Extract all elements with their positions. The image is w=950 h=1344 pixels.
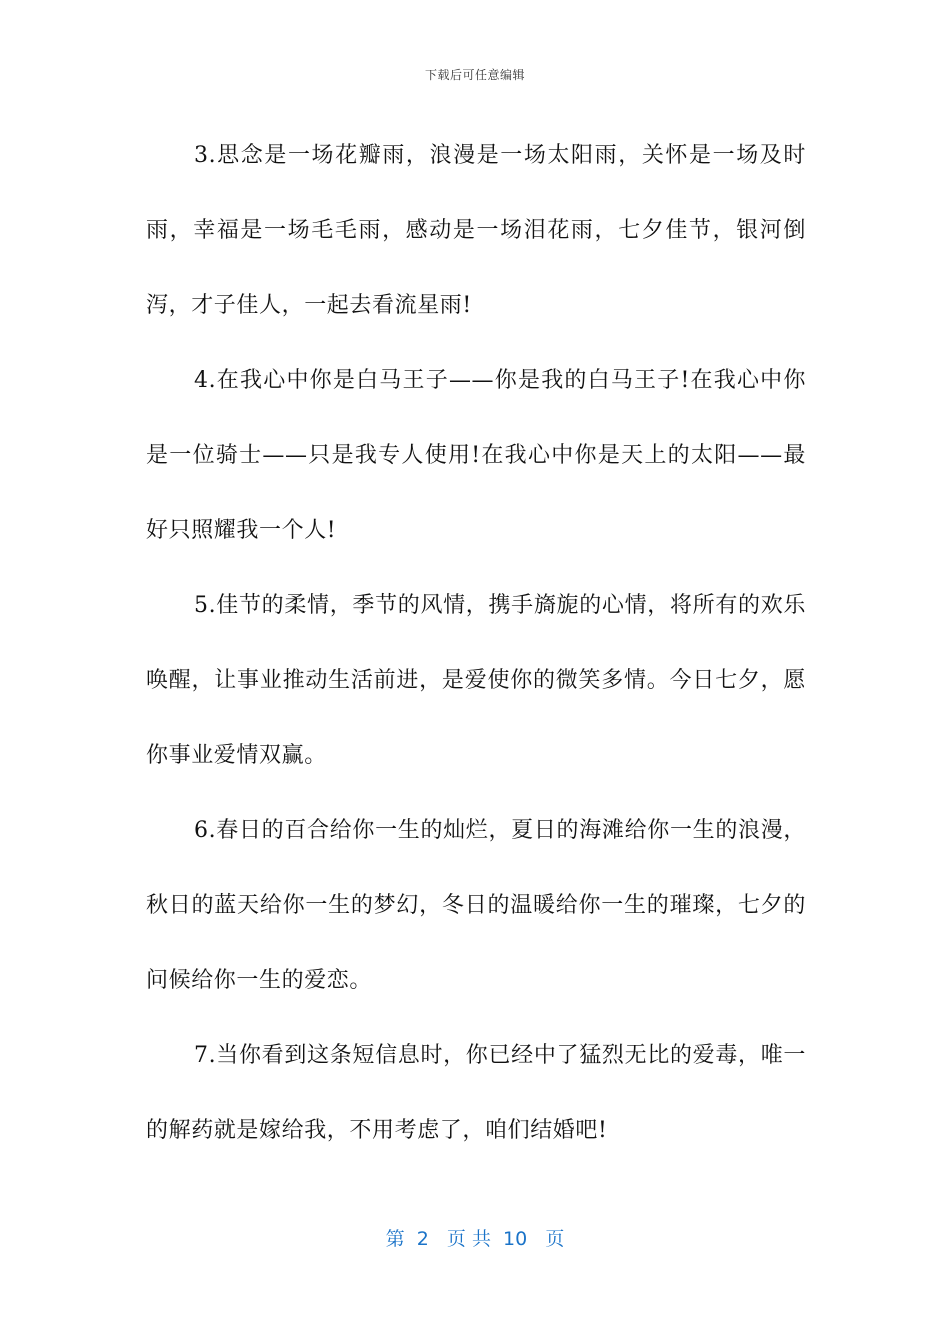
paragraph-3: 3.思念是一场花瓣雨，浪漫是一场太阳雨，关怀是一场及时雨，幸福是一场毛毛雨，感动是一场泪花雨，七夕佳节，银河倒泻，才子佳人，一起去看流星雨!: [146, 143, 806, 318]
paragraph-6: 6.春日的百合给你一生的灿烂，夏日的海滩给你一生的浪漫，秋日的蓝天给你一生的梦幻，冬日的温暖给你一生的璀璨，七夕的问候给你一生的爱恋。: [146, 818, 806, 993]
paragraph-7: 7.当你看到这条短信息时，你已经中了猛烈无比的爱毒，唯一的解药就是嫁给我，不用考虑了，咱们结婚吧!: [146, 1043, 806, 1143]
page-header: 下载后可任意编辑: [424, 68, 525, 82]
page-number-footer: 第 2 页 共 10 页: [385, 1228, 565, 1250]
paragraph-5: 5.佳节的柔情，季节的风情，携手旖旎的心情，将所有的欢乐唤醒，让事业推动生活前进，是爱使你的微笑多情。今日七夕，愿你事业爱情双赢。: [146, 593, 806, 768]
document-body: [146, 118, 806, 1168]
paragraph-4: 4.在我心中你是白马王子——你是我的白马王子!在我心中你是一位骑士——只是我专人使用!在我心中你是天上的太阳——最好只照耀我一个人!: [146, 368, 806, 543]
